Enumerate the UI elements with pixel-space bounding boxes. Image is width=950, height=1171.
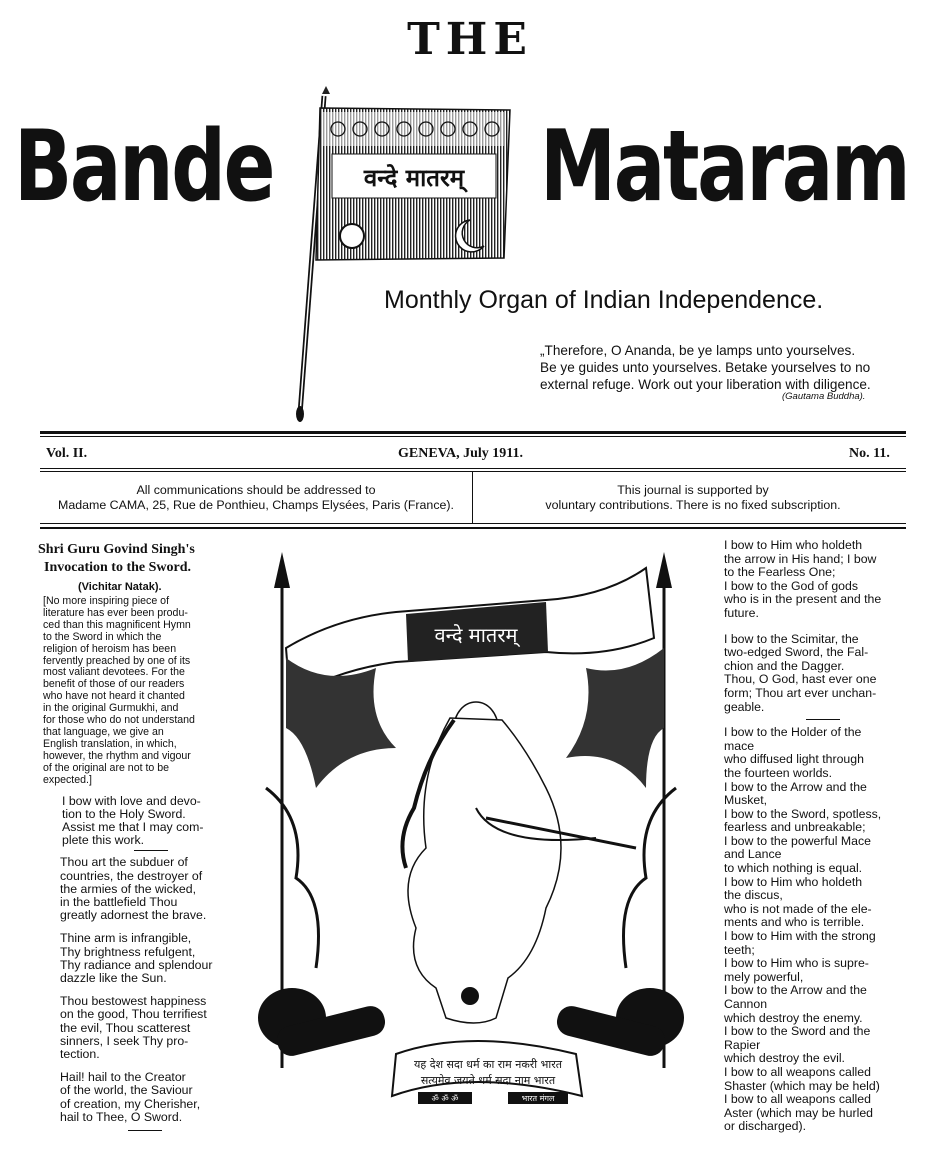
verse-line: dazzle like the Sun. [60, 970, 167, 985]
flag-text: वन्दे मातरम् [363, 164, 465, 192]
intro-line: that language, we give an [43, 725, 164, 738]
verse-line: I bow to Him who is supre- [724, 956, 869, 971]
support-notice [478, 483, 908, 513]
verse-line: the evil, Thou scatterest [60, 1020, 191, 1035]
left-stanza [60, 932, 238, 985]
verse-line: I bow to the Holder of the [724, 725, 862, 740]
rule-top [40, 431, 906, 434]
verse-line: I bow to Him with the strong [724, 929, 876, 944]
verse-line: I bow to the Sword, spotless, [724, 806, 882, 821]
verse-line: Thine arm is infrangible, [60, 931, 192, 946]
issue-number: No. 11. [849, 446, 890, 461]
verse-line: hail to Thee, O Sword. [60, 1109, 183, 1124]
epigraph-line: „Therefore, O Ananda, be ye lamps unto yourselves. [540, 343, 856, 358]
address-line: Madame CAMA, 25, Rue de Ponthieu, Champs Elysées, Paris (France). [58, 498, 454, 512]
volume: Vol. II. [46, 446, 88, 461]
verse-line: Assist me that I may com- [62, 819, 204, 834]
epigraph [540, 342, 900, 393]
verse-line: Thou art the subduer of [60, 855, 188, 870]
verse-line: Thy brightness refulgent, [60, 944, 196, 959]
epigraph-attribution: (Gautama Buddha). [782, 391, 866, 402]
verse-line: tection. [60, 1046, 100, 1061]
verse-line: sinners, I seek Thy pro- [60, 1033, 189, 1048]
right-column [724, 539, 924, 1134]
verse-line: in the battlefield Thou [60, 894, 178, 909]
left-stanza [60, 856, 238, 922]
intro-line: ced than this magnificent Hymn [43, 618, 191, 631]
verse-line: who is not made of the ele- [724, 901, 872, 916]
masthead-subtitle: Monthly Organ of Indian Independence. [384, 286, 824, 314]
masthead-the: THE [407, 14, 533, 65]
article-title [38, 541, 238, 577]
right-stanza [724, 539, 924, 621]
intro-line: literature has ever been produ- [43, 606, 188, 619]
stanza-separator [806, 719, 840, 720]
verse-line: I bow to Him who holdeth [724, 538, 863, 552]
verse-line: countries, the destroyer of [60, 868, 203, 883]
scroll-ribbon-left: ॐ ॐ ॐ [431, 1094, 459, 1103]
address-notice [40, 483, 472, 513]
verse-line: of creation, my Cherisher, [60, 1096, 201, 1111]
intro-line: in the original Gurmukhi, and [43, 702, 179, 715]
verse-line: the fourteen worlds. [724, 765, 833, 780]
verse-line: the armies of the wicked, [60, 881, 197, 896]
epigraph-line: external refuge. Work out your liberation with diligence. [540, 377, 871, 392]
scroll-ribbon-right: भारत मंगल [521, 1094, 555, 1103]
verse-line: geable. [724, 699, 765, 714]
verse-line: mely powerful, [724, 969, 804, 984]
left-stanza [62, 795, 238, 848]
verse-line: the arrow in His hand; I bow [724, 551, 877, 566]
verse-line: tion to the Holy Sword. [62, 806, 186, 821]
sun-icon [340, 224, 364, 248]
intro-line: [No more inspiring piece of [43, 595, 170, 607]
verse-line: I bow to the powerful Mace [724, 833, 871, 848]
intro-line: who have not heard it chanted [43, 690, 185, 703]
support-line: This journal is supported by [617, 483, 769, 497]
verse-line: I bow to the Sword and the [724, 1024, 871, 1039]
verse-line: teeth; [724, 942, 755, 957]
flag-illustration [290, 84, 530, 424]
intro-line: English translation, in which, [43, 737, 177, 750]
verse-line: greatly adornest the brave. [60, 908, 207, 923]
verse-line: I bow with love and devo- [62, 793, 201, 808]
verse-line: Hail! hail to the Creator [60, 1070, 186, 1085]
left-stanza [60, 995, 238, 1061]
verse-line: who is in the present and the [724, 592, 882, 607]
left-stanza [60, 1071, 238, 1124]
verse-line: chion and the Dagger. [724, 658, 845, 673]
verse-line: which destroy the evil. [724, 1051, 845, 1066]
verse-line: I bow to the Arrow and the [724, 779, 867, 794]
verse-line: Thou bestowest happiness [60, 994, 207, 1009]
right-stanza [724, 726, 924, 1134]
rule-mid [40, 468, 906, 469]
verse-line: Rapier [724, 1037, 761, 1052]
place-date: GENEVA, July 1911. [398, 446, 523, 461]
intro-line: religion of heroism has been [43, 642, 177, 655]
verse-line: Thou, O God, hast ever one [724, 672, 877, 687]
scroll-line: यह देश सदा धर्म का राम नकरी भारत [414, 1058, 562, 1071]
verse-line: ments and who is terrible. [724, 915, 865, 930]
verse-line: to which nothing is equal. [724, 861, 863, 876]
intro-line: of the original are not to be [43, 761, 170, 774]
intro-line: to the Sword in which the [43, 630, 162, 643]
intro-line: benefit of those of our readers [43, 678, 185, 691]
verse-line: on the good, Thou terrifiest [60, 1007, 207, 1022]
article-title-line: Shri Guru Govind Singh's [38, 542, 195, 557]
verse-line: of the world, the Saviour [60, 1083, 193, 1098]
left-column [38, 541, 238, 1136]
rule-bottom [40, 523, 906, 524]
verse-line: Thy radiance and splendour [60, 957, 213, 972]
verse-line: and Lance [724, 847, 782, 862]
intro-line: for those who do not understand [43, 714, 195, 727]
verse-line: fearless and unbreakable; [724, 820, 866, 835]
scroll-line: सत्यमेव जयते धर्म सदा नाम भारत [420, 1074, 556, 1087]
verse-line: or discharged). [724, 1119, 807, 1134]
verse-line: I bow to the Scimitar, the [724, 631, 859, 646]
address-line: All communications should be addressed to [136, 483, 376, 497]
verse-line: future. [724, 605, 759, 620]
verse-line: the discus, [724, 888, 783, 903]
verse-line: plete this work. [62, 833, 145, 848]
rule-top-thin [40, 436, 906, 437]
verse-line: Cannon [724, 997, 768, 1011]
support-line: voluntary contributions. There is no fixed subscription. [545, 498, 841, 512]
right-stanza [724, 633, 924, 715]
lotus-bud-icon [461, 987, 479, 1005]
stanza-separator [134, 850, 168, 851]
article-intro [43, 596, 238, 787]
intro-line: most valiant devotees. For the [43, 666, 185, 679]
masthead-title-left: Bande [14, 110, 274, 224]
intro-line: however, the rhythm and vigour [43, 749, 191, 762]
verse-line: to the Fearless One; [724, 565, 836, 580]
banner-text: वन्दे मातरम् [434, 623, 518, 647]
verse-line: Aster (which may be hurled [724, 1105, 873, 1120]
article-title-line: Invocation to the Sword. [44, 560, 192, 575]
rule-bottom-thick [40, 527, 906, 529]
bharat-mata-illustration [246, 548, 694, 1110]
verse-line: two-edged Sword, the Fal- [724, 645, 869, 660]
verse-line: who diffused light through [724, 752, 864, 767]
rule-mid-2 [40, 471, 906, 472]
verse-line: Shaster (which may be held) [724, 1078, 880, 1093]
verse-line: form; Thou art ever unchan- [724, 685, 877, 700]
verse-line: I bow to Him who holdeth [724, 874, 863, 889]
verse-line: I bow to the Arrow and the [724, 983, 867, 998]
notice-divider [472, 472, 473, 524]
article-source: (Vichitar Natak). [78, 581, 162, 593]
verse-line: mace [724, 738, 755, 753]
intro-line: fervently preached by one of its [43, 654, 191, 667]
verse-line: Musket, [724, 793, 768, 808]
masthead-title-right: Mataram [540, 110, 909, 224]
epigraph-line: Be ye guides unto yourselves. Betake yourselves to no [540, 360, 871, 375]
verse-line: I bow to all weapons called [724, 1064, 871, 1079]
stanza-separator [128, 1130, 162, 1131]
verse-line: I bow to the God of gods [724, 578, 858, 593]
verse-line: I bow to all weapons called [724, 1092, 871, 1107]
intro-line: expected.] [43, 773, 92, 786]
verse-line: which destroy the enemy. [724, 1010, 863, 1025]
